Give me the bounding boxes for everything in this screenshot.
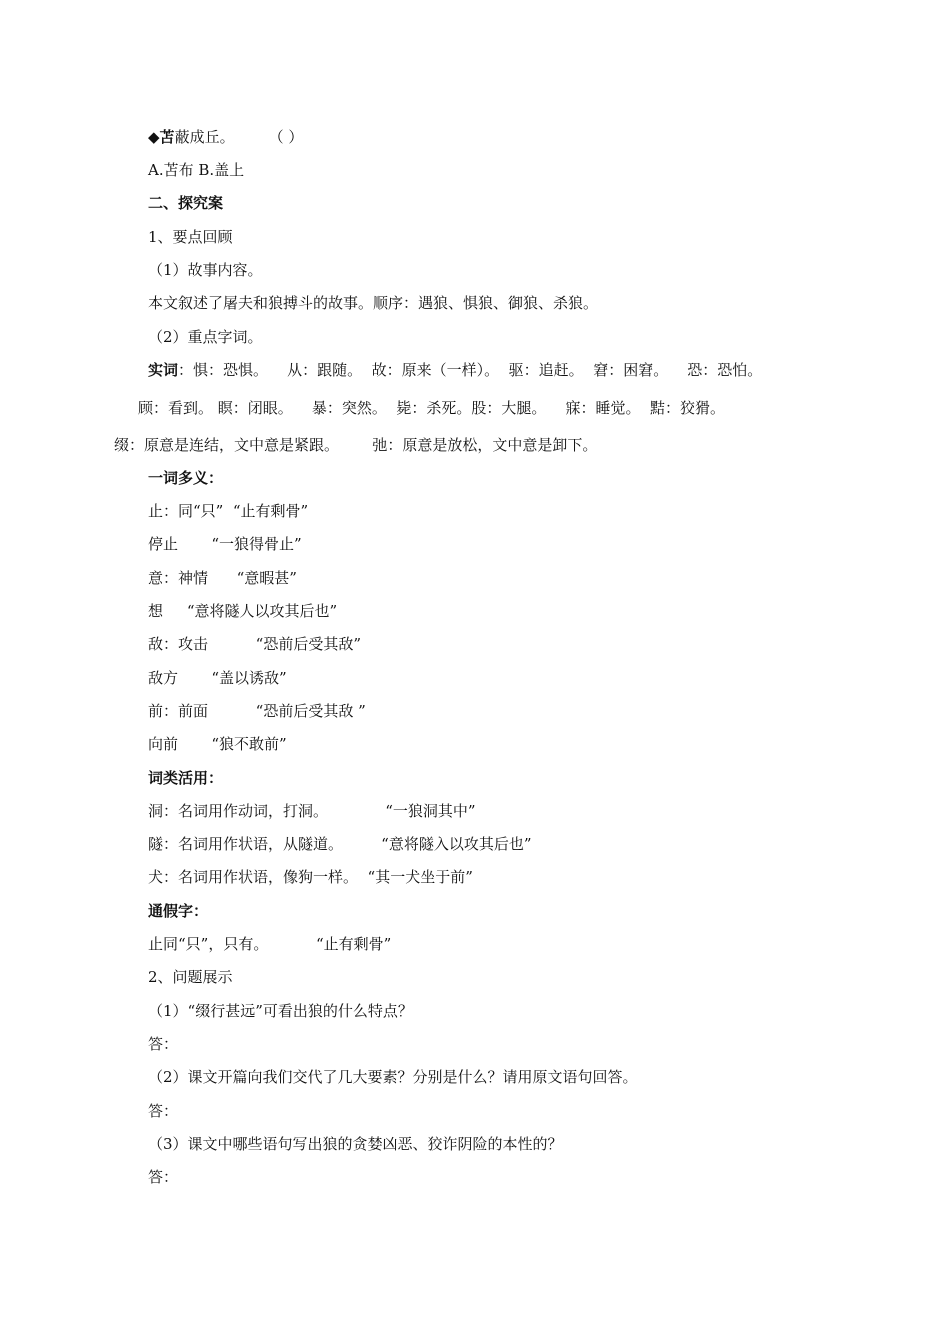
tongjia-title: 通假字： [148, 902, 209, 920]
question-text: （1）“缀行甚远”可看出狼的什么特点？ [148, 1002, 413, 1020]
question-text: 蔽成丘。 [174, 128, 235, 146]
shici-line-3: 缀：原意是连结，文中意是紧跟。 弛：原意是放松，文中意是卸下。 [114, 436, 598, 454]
answer-blank: （ ） [268, 128, 304, 146]
shici-line-1 [148, 360, 762, 380]
bold-character: 苫 [159, 128, 175, 146]
part-title-questions: 2、问题展示 [148, 968, 233, 986]
huoyong-row: 犬：名词用作状语，像狗一样。 “其一犬坐于前” [148, 868, 473, 886]
question-options: A.苫布 B.盖上 [148, 161, 245, 179]
duoyi-row: 意：神情 “意暇甚” [148, 569, 297, 587]
diamond-icon: ◆ [148, 128, 160, 146]
shici-text-1: ：惧：恐惧。 从：跟随。 故：原来（一样）。 驱：追赶。 窘：困窘。 恐：恐怕。 [178, 361, 763, 379]
duoyi-row: 停止 “一狼得骨止” [148, 535, 302, 553]
answer-label: 答： [148, 1168, 179, 1186]
question-text: （2）课文开篇向我们交代了几大要素？分别是什么？请用原文语句回答。 [148, 1068, 638, 1086]
huoyong-row: 隧：名词用作状语，从隧道。 “意将隧入以攻其后也” [148, 835, 532, 853]
shici-line-2: 顾：看到。 瞑：闭眼。 暴：突然。 毙：杀死。股：大腿。 寐：睡觉。 黠：狡猾。 [138, 399, 725, 417]
tongjia-row: 止同“只”，只有。 “止有剩骨” [148, 935, 392, 953]
duoyi-row: 前：前面 “恐前后受其敌 ” [148, 702, 366, 720]
question-item [148, 127, 303, 147]
answer-label: 答： [148, 1035, 179, 1053]
duoyi-row: 止：同“只” “止有剩骨” [148, 502, 309, 520]
question-text: （3）课文中哪些语句写出狼的贪婪凶恶、狡诈阴险的本性的？ [148, 1135, 563, 1153]
huoyong-title: 词类活用： [148, 769, 224, 787]
shici-label: 实词 [148, 361, 179, 379]
story-summary: 本文叙述了屠夫和狼搏斗的故事。顺序：遇狼、惧狼、御狼、杀狼。 [148, 294, 599, 312]
section-title: 二、探究案 [148, 194, 224, 212]
subheading-story: （1）故事内容。 [148, 261, 263, 279]
part-title-review: 1、要点回顾 [148, 228, 233, 246]
subheading-keywords: （2）重点字词。 [148, 328, 263, 346]
answer-label: 答： [148, 1102, 179, 1120]
huoyong-row: 洞：名词用作动词，打洞。 “一狼洞其中” [148, 802, 476, 820]
duoyi-title: 一词多义： [148, 469, 224, 487]
duoyi-row: 敌：攻击 “恐前后受其敌” [148, 635, 362, 653]
duoyi-row: 想 “意将隧人以攻其后也” [148, 602, 338, 620]
duoyi-row: 向前 “狼不敢前” [148, 735, 287, 753]
duoyi-row: 敌方 “盖以诱敌” [148, 669, 287, 687]
